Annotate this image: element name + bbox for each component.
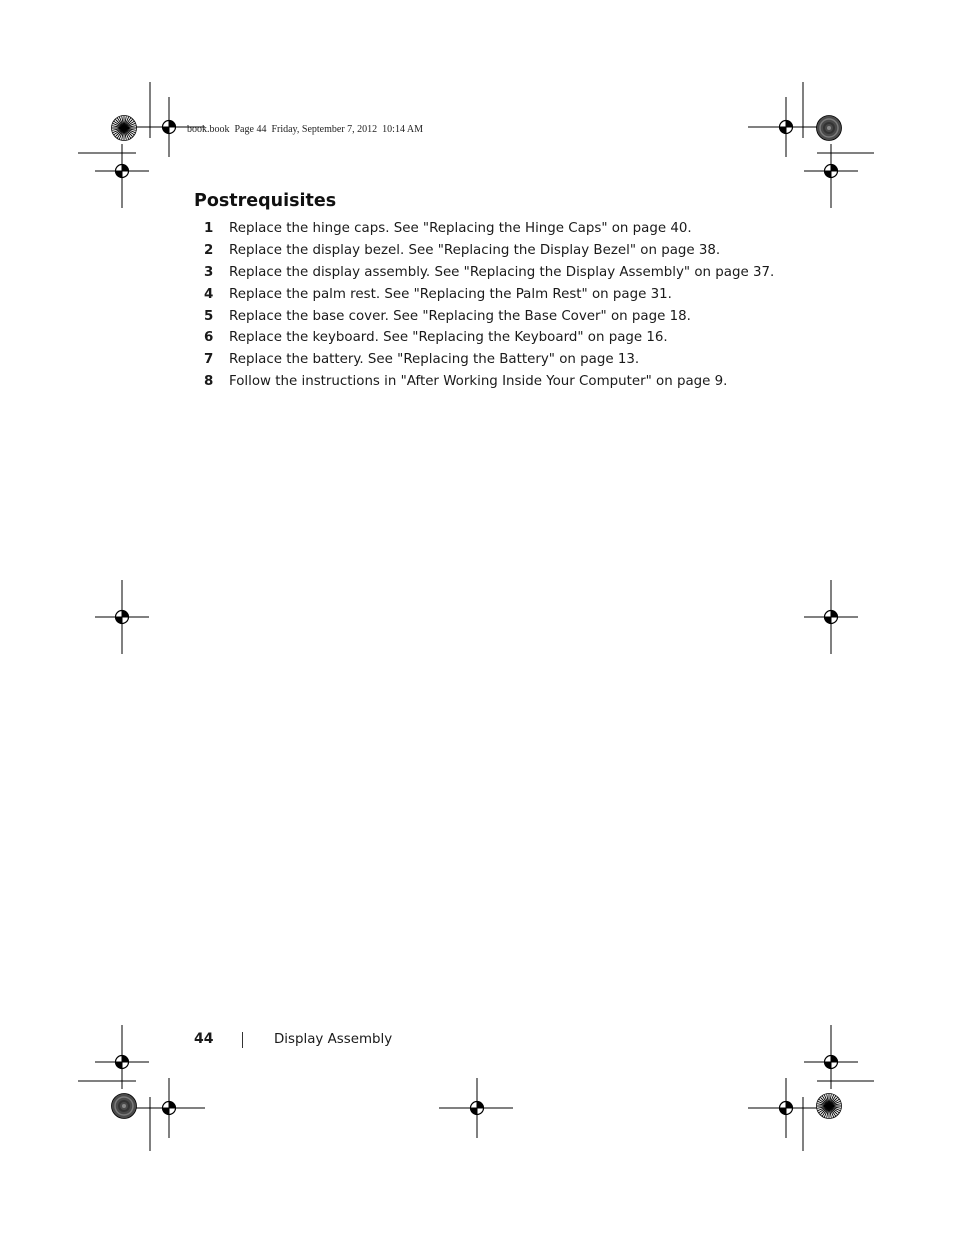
step-text: Replace the base cover. See "Replacing the Base Cover" on page 18. [229,308,691,324]
list-item [194,306,814,328]
step-text: Replace the palm rest. See "Replacing the Palm Rest" on page 31. [229,286,672,302]
step-number: 4 [204,286,214,302]
step-number: 8 [204,374,214,390]
page-number: 44 [194,1031,214,1047]
list-item [194,218,814,240]
list-item [194,284,814,306]
step-text: Replace the keyboard. See "Replacing the Keyboard" on page 16. [229,330,668,346]
print-header: book.book Page 44 Friday, September 7, 2012 10:14 AM [187,124,424,135]
steps-list [194,218,814,393]
list-item [194,371,814,393]
section-heading: Postrequisites [194,191,337,211]
list-item [194,349,814,371]
footer-divider [242,1032,243,1048]
list-item [194,262,814,284]
step-text: Follow the instructions in "After Working Inside Your Computer" on page 9. [229,374,728,390]
step-text: Replace the display assembly. See "Replacing the Display Assembly" on page 37. [229,264,775,280]
list-item [194,327,814,349]
step-number: 5 [204,308,214,324]
step-number: 1 [204,221,214,236]
step-text: Replace the battery. See "Replacing the Battery" on page 13. [229,352,640,368]
step-number: 2 [204,242,214,258]
step-text: Replace the display bezel. See "Replacing the Display Bezel" on page 38. [229,242,721,258]
step-text: Replace the hinge caps. See "Replacing the Hinge Caps" on page 40. [229,221,692,236]
step-number: 7 [204,352,214,368]
step-number: 6 [204,330,214,346]
list-item [194,240,814,262]
chapter-title: Display Assembly [274,1032,393,1047]
step-number: 3 [204,264,214,280]
